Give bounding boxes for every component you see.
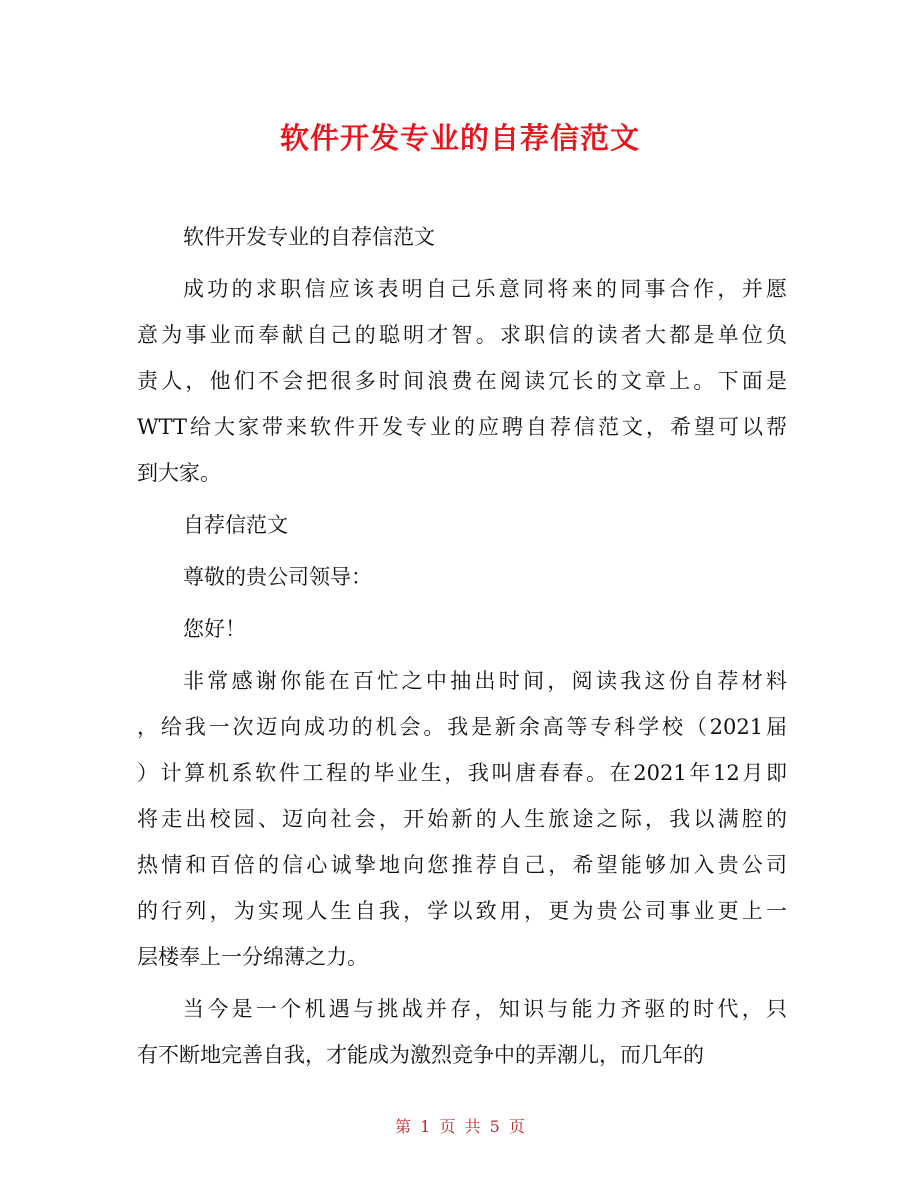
document-body [137, 214, 787, 1084]
text-line: 您好！ [183, 617, 246, 641]
document-title: 软件开发专业的自荐信范文 [279, 121, 640, 155]
text-line: 当今是一个机遇与挑战并存，知识与能力齐驱的时代，只 [183, 997, 787, 1021]
text-line: 成功的求职信应该表明自己乐意同将来的同事合作，并愿 [183, 277, 787, 301]
text-line: 将走出校园、迈向社会，开始新的人生旅途之际，我以满腔的 [137, 807, 787, 831]
text-line: ，给我一次迈向成功的机会。我是新余高等专科学校（2021届 [137, 715, 787, 739]
paragraph [137, 502, 787, 548]
paragraph [137, 214, 787, 260]
text-line: 热情和百倍的信心诚挚地向您推荐自己，希望能够加入贵公司 [137, 853, 787, 877]
paragraph [137, 266, 787, 496]
text-line: WTT给大家带来软件开发专业的应聘自荐信范文，希望可以帮 [137, 415, 787, 439]
paragraph [137, 658, 787, 980]
text-line: 有不断地完善自我，才能成为激烈竞争中的弄潮儿，而几年的 [137, 1043, 704, 1067]
text-line: 尊敬的贵公司领导： [183, 565, 372, 589]
text-line: 软件开发专业的自荐信范文 [183, 225, 435, 249]
text-line: 自荐信范文 [183, 513, 288, 537]
text-line: 意为事业而奉献自己的聪明才智。求职信的读者大都是单位负 [137, 323, 787, 347]
text-line: 到大家。 [137, 461, 221, 485]
text-line: 层楼奉上一分绵薄之力。 [137, 945, 368, 969]
text-line: 责人，他们不会把很多时间浪费在阅读冗长的文章上。下面是 [137, 369, 787, 393]
paragraph [137, 986, 787, 1078]
paragraph [137, 554, 787, 600]
text-line: ）计算机系软件工程的毕业生，我叫唐春春。在2021年12月即 [137, 761, 787, 785]
text-line: 非常感谢你能在百忙之中抽出时间，阅读我这份自荐材料 [183, 669, 787, 693]
text-line: 的行列，为实现人生自我，学以致用，更为贵公司事业更上一 [137, 899, 787, 923]
paragraph [137, 606, 787, 652]
page-footer: 第 1 页 共 5 页 [395, 1117, 525, 1136]
